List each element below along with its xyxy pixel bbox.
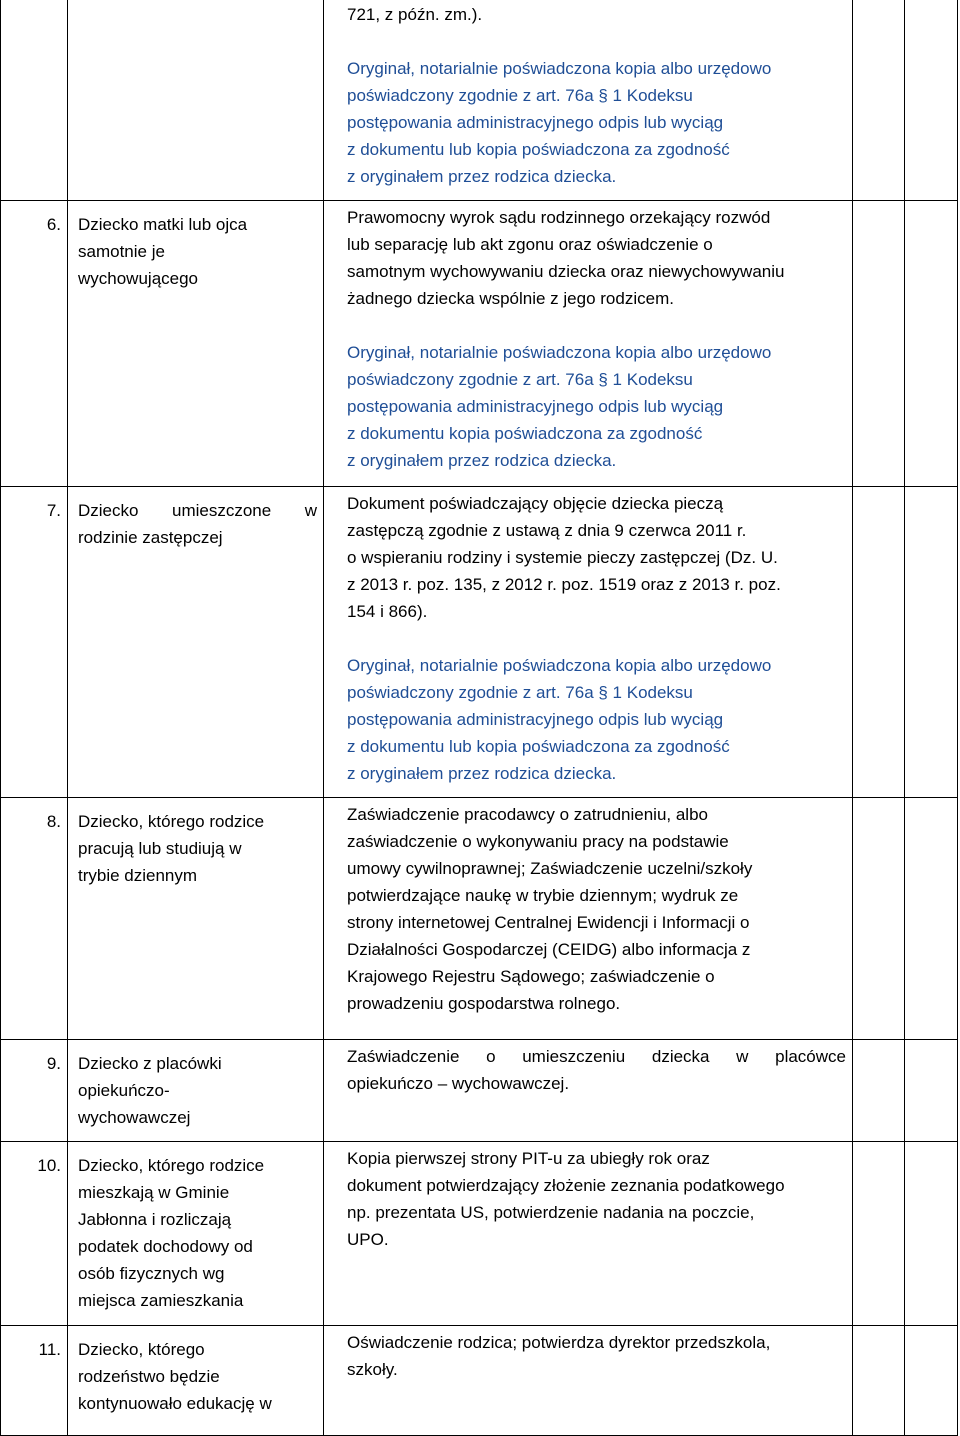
criterion-name-line: mieszkają w Gminie [78,1183,230,1202]
empty-cell-points [853,487,905,798]
row-number: 6. [1,201,68,487]
document-line: opiekuńczo – wychowawczej. [347,1074,570,1093]
document-line: z oryginałem przez rodzica dziecka. [347,764,617,783]
required-documents [324,201,853,487]
empty-cell-points [853,0,905,201]
criterion-name [68,487,324,798]
document-description [347,801,846,1017]
criterion-name-line: Dziecko, którego rodzice [78,812,265,831]
certified-copy-note [347,339,846,474]
empty-cell-confirmation [905,1326,958,1436]
document-description [347,204,846,312]
table-row [1,1040,958,1142]
row-number: 10. [1,1142,68,1326]
criterion-name-line: wychowawczej [78,1108,191,1127]
document-line: Krajowego Rejestru Sądowego; zaświadczenie o [347,967,715,986]
criterion-name [68,1040,324,1142]
document-line: potwierdzające naukę w trybie dziennym; wydruk ze [347,886,739,905]
criterion-name-line: Dziecko, którego rodzice [78,1156,265,1175]
document-line: z dokumentu lub kopia poświadczona za zgodność [347,737,730,756]
document-line: z oryginałem przez rodzica dziecka. [347,167,617,186]
criterion-name-line: kontynuowało edukację w [78,1394,272,1413]
required-documents [324,798,853,1040]
document-line: Zaświadczenie pracodawcy o zatrudnieniu, albo [347,805,708,824]
criterion-name-line: Dziecko z placówki [78,1054,222,1073]
required-documents [324,0,853,201]
criterion-name-line: Dziecko matki lub ojca [78,215,248,234]
criterion-name [68,1326,324,1436]
required-documents [324,1326,853,1436]
document-line: z dokumentu lub kopia poświadczona za zgodność [347,140,730,159]
document-line: z 2013 r. poz. 135, z 2012 r. poz. 1519 oraz z 2013 r. poz. [347,575,781,594]
empty-cell-confirmation [905,1142,958,1326]
criterion-name-line: samotnie je [78,242,165,261]
certified-copy-note [347,652,846,787]
document-line: szkoły. [347,1360,398,1379]
document-line: samotnym wychowywaniu dziecka oraz niewychowywaniu [347,262,785,281]
document-line: z oryginałem przez rodzica dziecka. [347,451,617,470]
document-description [347,1,846,28]
empty-cell-points [853,798,905,1040]
table-row [1,798,958,1040]
document-line: Działalności Gospodarczej (CEIDG) albo informacja z [347,940,751,959]
document-line: umowy cywilnoprawnej; Zaświadczenie uczelni/szkoły [347,859,753,878]
row-number: 7. [1,487,68,798]
document-description [347,1043,846,1097]
criterion-name-line: Jabłonna i rozliczają [78,1210,232,1229]
row-number: 8. [1,798,68,1040]
empty-cell-confirmation [905,0,958,201]
document-line: Oświadczenie rodzica; potwierdza dyrektor przedszkola, [347,1333,771,1352]
document-line: lub separację lub akt zgonu oraz oświadczenie o [347,235,713,254]
document-line: dokument potwierdzający złożenie zeznania podatkowego [347,1176,785,1195]
document-line: postępowania administracyjnego odpis lub wyciąg [347,113,724,132]
row-number: 11. [1,1326,68,1436]
criterion-name [68,201,324,487]
document-line: z dokumentu kopia poświadczona za zgodność [347,424,703,443]
criterion-name-line: wychowującego [78,269,199,288]
criterion-name-line: rodzeństwo będzie [78,1367,220,1386]
document-line: Oryginał, notarialnie poświadczona kopia albo urzędowo [347,656,772,675]
document-line: Prawomocny wyrok sądu rodzinnego orzekający rozwód [347,208,771,227]
document-description [347,1145,846,1253]
document-line: strony internetowej Centralnej Ewidencji i Informacji o [347,913,750,932]
table-row [1,1326,958,1436]
table-row [1,1142,958,1326]
empty-cell-confirmation [905,1040,958,1142]
document-line: poświadczony zgodnie z art. 76a § 1 Kodeksu [347,370,693,389]
document-line: Oryginał, notarialnie poświadczona kopia albo urzędowo [347,59,772,78]
criterion-name-line: trybie dziennym [78,866,198,885]
document-line: żadnego dziecka wspólnie z jego rodzicem. [347,289,674,308]
empty-cell-points [853,1040,905,1142]
table-row [1,0,958,201]
criterion-name-line: Dziecko umieszczone w [78,501,317,520]
empty-cell-confirmation [905,487,958,798]
document-description [347,1329,846,1383]
empty-cell-confirmation [905,798,958,1040]
criterion-name-line: pracują lub studiują w [78,839,242,858]
document-line: 721, z późn. zm.). [347,5,483,24]
row-number [1,0,68,201]
criterion-name [68,1142,324,1326]
document-line: Kopia pierwszej strony PIT-u za ubiegły rok oraz [347,1149,710,1168]
table-row [1,201,958,487]
document-line: prowadzeniu gospodarstwa rolnego. [347,994,621,1013]
empty-cell-confirmation [905,201,958,487]
criterion-name-line: miejsca zamieszkania [78,1291,244,1310]
criterion-name-line: rodzinie zastępczej [78,528,223,547]
document-line: zastępczą zgodnie z ustawą z dnia 9 czerwca 2011 r. [347,521,747,540]
document-line: Dokument poświadczający objęcie dziecka pieczą [347,494,724,513]
required-documents [324,487,853,798]
criterion-name-line: podatek dochodowy od [78,1237,253,1256]
document-description [347,490,846,625]
empty-cell-points [853,1326,905,1436]
criterion-name [68,798,324,1040]
certified-copy-note [347,55,846,190]
empty-cell-points [853,1142,905,1326]
row-number: 9. [1,1040,68,1142]
document-line: UPO. [347,1230,389,1249]
document-line: postępowania administracyjnego odpis lub wyciąg [347,710,724,729]
required-documents [324,1142,853,1326]
required-documents [324,1040,853,1142]
table-row [1,487,958,798]
document-line: poświadczony zgodnie z art. 76a § 1 Kodeksu [347,683,693,702]
criterion-name-line: opiekuńczo- [78,1081,170,1100]
document-line: poświadczony zgodnie z art. 76a § 1 Kodeksu [347,86,693,105]
empty-cell-points [853,201,905,487]
criterion-name-line: Dziecko, którego [78,1340,205,1359]
criterion-name-line: osób fizycznych wg [78,1264,225,1283]
document-line: Zaświadczenie o umieszczeniu dziecka w placówce [347,1047,846,1066]
document-line: o wspieraniu rodziny i systemie pieczy zastępczej (Dz. U. [347,548,778,567]
document-line: 154 i 866). [347,602,428,621]
criterion-name [68,0,324,201]
document-line: np. prezentata US, potwierdzenie nadania na poczcie, [347,1203,755,1222]
document-line: zaświadczenie o wykonywaniu pracy na podstawie [347,832,729,851]
document-line: postępowania administracyjnego odpis lub wyciąg [347,397,724,416]
document-line: Oryginał, notarialnie poświadczona kopia albo urzędowo [347,343,772,362]
